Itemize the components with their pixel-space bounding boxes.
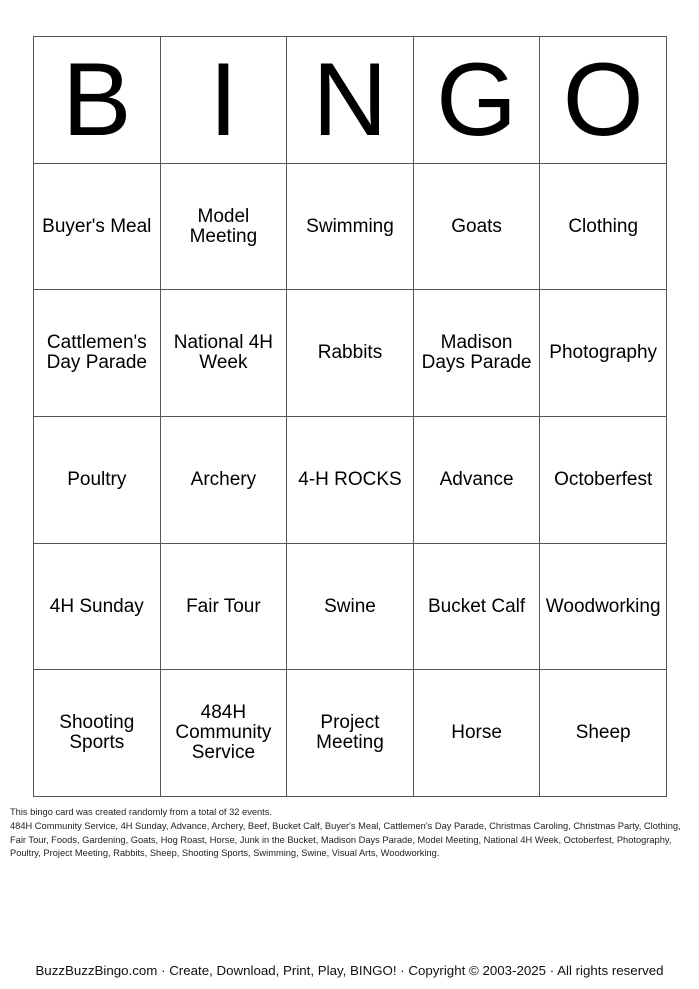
bingo-cell: Octoberfest xyxy=(540,417,667,544)
bingo-cell: Bucket Calf xyxy=(413,543,540,670)
card-description xyxy=(10,806,690,861)
card-row xyxy=(34,163,667,290)
header-row xyxy=(34,37,667,164)
bingo-cell: Archery xyxy=(160,417,287,544)
bingo-cell: Horse xyxy=(413,670,540,797)
bingo-cell: National 4H Week xyxy=(160,290,287,417)
bingo-cell: Photography xyxy=(540,290,667,417)
header-letter-n: N xyxy=(287,37,414,164)
bingo-cell: Madison Days Parade xyxy=(413,290,540,417)
bingo-cell: Rabbits xyxy=(287,290,414,417)
header-letter-o: O xyxy=(540,37,667,164)
bingo-cell: Model Meeting xyxy=(160,163,287,290)
bingo-cell: Woodworking xyxy=(540,543,667,670)
footer-copyright: BuzzBuzzBingo.com · Create, Download, Print, Play, BINGO! · Copyright © 2003-2025 · All rights reserved xyxy=(35,963,664,978)
card-row xyxy=(34,290,667,417)
header-letter-g: G xyxy=(413,37,540,164)
card-row xyxy=(34,543,667,670)
bingo-cell: Project Meeting xyxy=(287,670,414,797)
bingo-cell: Poultry xyxy=(34,417,161,544)
bingo-cell: Cattlemen's Day Parade xyxy=(34,290,161,417)
bingo-cell: Swine xyxy=(287,543,414,670)
card-row xyxy=(34,670,667,797)
bingo-cell: Buyer's Meal xyxy=(34,163,161,290)
bingo-cell: Fair Tour xyxy=(160,543,287,670)
header-letter-b: B xyxy=(34,37,161,164)
bingo-cell: 4H Sunday xyxy=(34,543,161,670)
bingo-cell: Sheep xyxy=(540,670,667,797)
bingo-cell: 484H Community Service xyxy=(160,670,287,797)
bingo-cell: Goats xyxy=(413,163,540,290)
bingo-cell: Clothing xyxy=(540,163,667,290)
header-letter-i: I xyxy=(160,37,287,164)
description-line: This bingo card was created randomly from a total of 32 events. xyxy=(10,807,272,817)
bingo-cell: Advance xyxy=(413,417,540,544)
bingo-card xyxy=(33,36,667,797)
bingo-cell: Shooting Sports xyxy=(34,670,161,797)
event-list: 484H Community Service, 4H Sunday, Advance, Archery, Beef, Bucket Calf, Buyer's Meal, Cattlemen's Day Parade, Christmas Caroling, Christmas Party, Clothing, Fair Tour, Foods, Gardening, Goats, Hog Roast, Horse, Junk in the Bucket, Madison Days Parade, Model Meeting, National 4H Week, Octoberfest, Photography, Poultry, Project Meeting, Rabbits, Sheep, Shooting Sports, Swimming, Swine, Visual Arts, Woodworking. xyxy=(10,820,681,859)
card-row xyxy=(34,417,667,544)
bingo-cell: Swimming xyxy=(287,163,414,290)
bingo-cell: 4-H ROCKS xyxy=(287,417,414,544)
